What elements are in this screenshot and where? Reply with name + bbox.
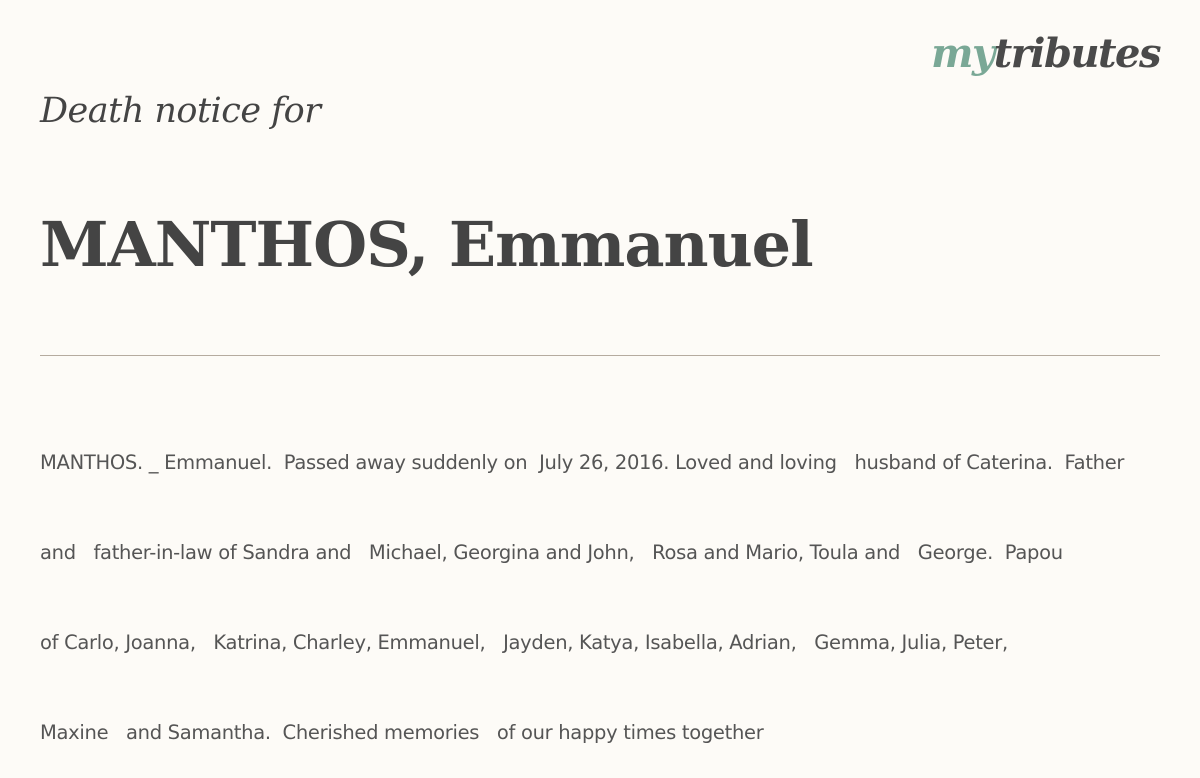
notice-label: Death notice for <box>40 91 321 131</box>
notice-line: of Carlo, Joanna, Katrina, Charley, Emmanuel, Jayden, Katya, Isabella, Adrian, Gemma, Julia, Peter, <box>40 631 1008 654</box>
divider <box>40 355 1160 356</box>
notice-line: MANTHOS. _ Emmanuel. Passed away suddenly on July 26, 2016. Loved and loving husband of Caterina. Father <box>40 451 1125 474</box>
notice-line: Maxine and Samantha. Cherished memories of our happy times together <box>40 721 764 744</box>
logo-suffix: tributes <box>993 30 1160 77</box>
deceased-name: MANTHOS, Emmanuel <box>40 208 813 281</box>
logo-prefix: my <box>931 30 994 77</box>
notice-line: and father-in-law of Sandra and Michael, Georgina and John, Rosa and Mario, Toula and George. Papou <box>40 541 1063 564</box>
mytributes-logo[interactable] <box>931 30 1160 77</box>
notice-text <box>40 388 1165 778</box>
